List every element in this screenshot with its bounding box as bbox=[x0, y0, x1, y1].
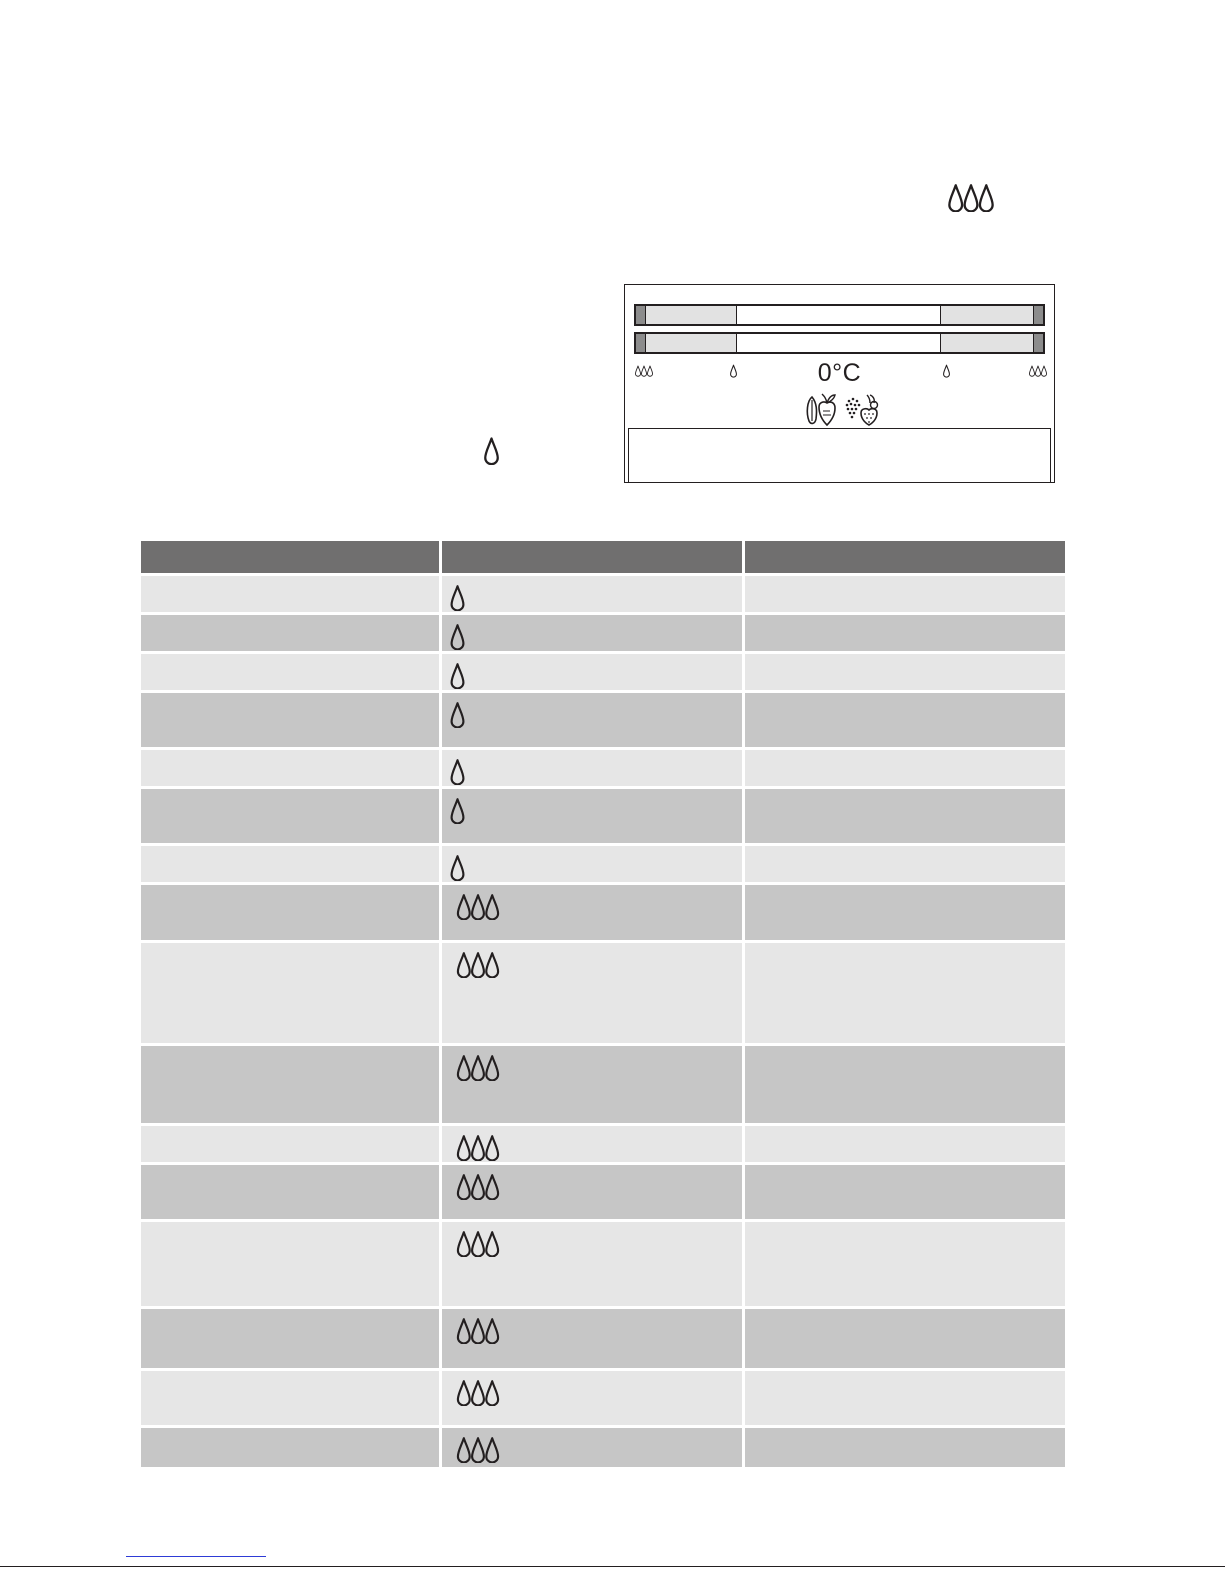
table-cell bbox=[745, 1222, 1065, 1306]
table-cell bbox=[141, 885, 442, 940]
table-cell bbox=[745, 846, 1065, 882]
table-header-cell bbox=[745, 541, 1065, 573]
humidity-table bbox=[141, 541, 1065, 1467]
table-row bbox=[141, 1428, 1065, 1467]
table-row bbox=[141, 1222, 1065, 1309]
table-row bbox=[141, 1126, 1065, 1165]
table-cell bbox=[745, 789, 1065, 843]
table-header-cell bbox=[442, 541, 745, 573]
table-cell bbox=[141, 1428, 442, 1467]
humidity-cell bbox=[442, 1428, 745, 1467]
table-cell bbox=[745, 1371, 1065, 1425]
table-row bbox=[141, 750, 1065, 789]
humidity-control-panel bbox=[624, 284, 1055, 483]
temperature-label: 0°C bbox=[817, 359, 862, 387]
table-cell bbox=[745, 654, 1065, 690]
table-cell bbox=[745, 1428, 1065, 1467]
single-drop-icon bbox=[450, 798, 465, 824]
low-humidity-icon bbox=[943, 364, 950, 378]
table-cell bbox=[745, 943, 1065, 1043]
single-drop-icon bbox=[450, 585, 465, 611]
single-drop-icon bbox=[450, 624, 465, 650]
triple-drop-icon bbox=[450, 1231, 506, 1257]
table-cell bbox=[141, 576, 442, 612]
table-row bbox=[141, 1371, 1065, 1428]
triple-drop-icon bbox=[450, 894, 506, 920]
humidity-cell bbox=[442, 654, 745, 690]
single-drop-icon bbox=[450, 702, 465, 728]
table-cell bbox=[141, 789, 442, 843]
triple-drop-icon bbox=[450, 952, 506, 978]
table-row bbox=[141, 576, 1065, 615]
table-cell bbox=[745, 1126, 1065, 1162]
triple-drop-icon bbox=[450, 1135, 506, 1161]
table-cell bbox=[141, 846, 442, 882]
table-header-row bbox=[141, 541, 1065, 576]
table-row bbox=[141, 885, 1065, 943]
table-cell bbox=[745, 1165, 1065, 1219]
triple-drop-icon bbox=[450, 1055, 506, 1081]
high-humidity-icon bbox=[1029, 364, 1047, 378]
fruit-icon bbox=[843, 391, 881, 427]
table-row bbox=[141, 654, 1065, 693]
table-cell bbox=[745, 1046, 1065, 1123]
table-cell bbox=[141, 615, 442, 651]
triple-drop-icon bbox=[450, 1380, 506, 1406]
table-cell bbox=[745, 885, 1065, 940]
table-row bbox=[141, 1046, 1065, 1126]
table-cell bbox=[141, 693, 442, 747]
triple-drop-icon bbox=[450, 1318, 506, 1344]
table-cell bbox=[141, 1309, 442, 1368]
table-cell bbox=[141, 654, 442, 690]
table-body bbox=[141, 576, 1065, 1467]
single-drop-icon bbox=[450, 663, 465, 689]
table-row bbox=[141, 693, 1065, 750]
humidity-cell bbox=[442, 943, 745, 1043]
humidity-cell bbox=[442, 1309, 745, 1368]
humidity-cell bbox=[442, 885, 745, 940]
single-drop-icon bbox=[484, 437, 499, 465]
triple-drop-icon bbox=[450, 1437, 506, 1463]
table-row bbox=[141, 615, 1065, 654]
table-cell bbox=[745, 576, 1065, 612]
table-cell bbox=[745, 750, 1065, 786]
humidity-cell bbox=[442, 576, 745, 612]
table-cell bbox=[141, 750, 442, 786]
table-row bbox=[141, 846, 1065, 885]
humidity-cell bbox=[442, 615, 745, 651]
table-row bbox=[141, 1309, 1065, 1371]
table-cell bbox=[141, 1126, 442, 1162]
table-cell bbox=[745, 615, 1065, 651]
humidity-cell bbox=[442, 750, 745, 786]
table-cell bbox=[141, 943, 442, 1043]
table-row bbox=[141, 943, 1065, 1046]
table-cell bbox=[141, 1046, 442, 1123]
humidity-cell bbox=[442, 1165, 745, 1219]
table-cell bbox=[745, 693, 1065, 747]
humidity-cell bbox=[442, 1046, 745, 1123]
table-cell bbox=[141, 1222, 442, 1306]
drawer-front bbox=[628, 428, 1051, 482]
humidity-cell bbox=[442, 789, 745, 843]
humidity-cell bbox=[442, 1222, 745, 1306]
humidity-slider-lower[interactable] bbox=[634, 332, 1045, 354]
table-header-cell bbox=[141, 541, 442, 573]
table-cell bbox=[745, 1309, 1065, 1368]
triple-drop-icon bbox=[941, 184, 1001, 212]
triple-drop-icon bbox=[450, 1174, 506, 1200]
table-cell bbox=[141, 1165, 442, 1219]
humidity-cell bbox=[442, 693, 745, 747]
table-cell bbox=[141, 1371, 442, 1425]
humidity-slider-upper[interactable] bbox=[634, 304, 1045, 326]
humidity-cell bbox=[442, 1126, 745, 1162]
single-drop-icon bbox=[450, 855, 465, 881]
humidity-cell bbox=[442, 846, 745, 882]
humidity-cell bbox=[442, 1371, 745, 1425]
footer-rule bbox=[0, 1566, 1225, 1567]
single-drop-icon bbox=[450, 759, 465, 785]
table-row bbox=[141, 1165, 1065, 1222]
table-row bbox=[141, 789, 1065, 846]
vegetables-icon bbox=[803, 391, 839, 427]
footer-link[interactable] bbox=[126, 1556, 266, 1557]
